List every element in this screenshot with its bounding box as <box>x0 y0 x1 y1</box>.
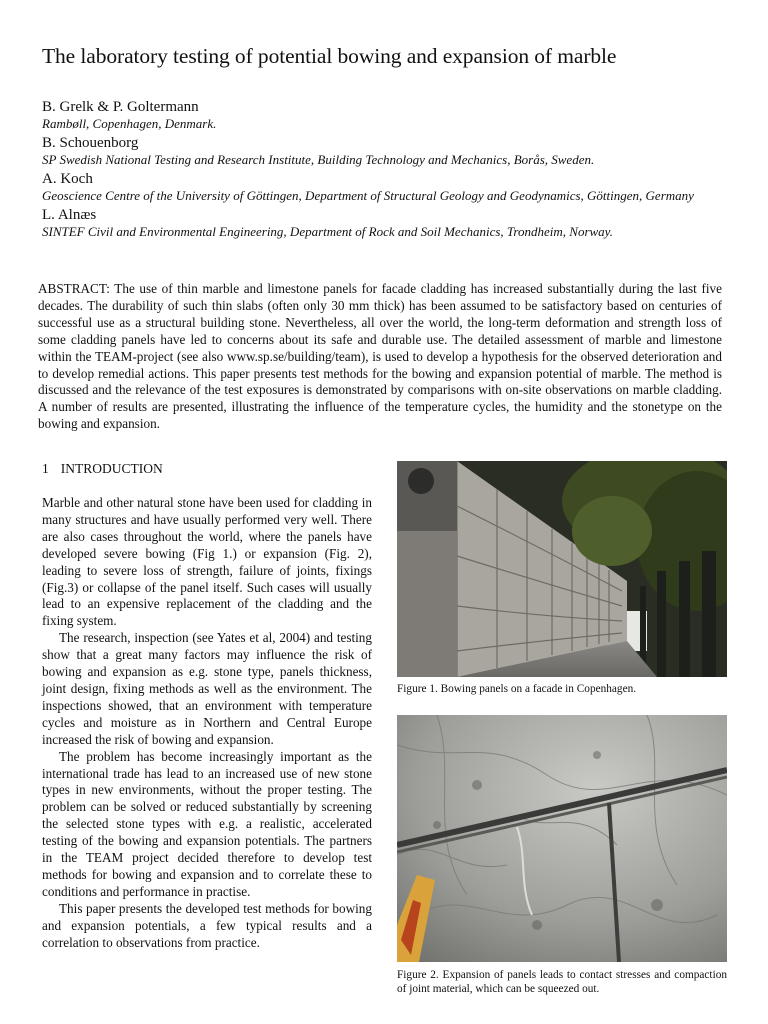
figure-2-caption: Figure 2. Expansion of panels leads to contact stresses and compaction of joint material, which can be squeezed out. <box>397 969 727 995</box>
author-name: A. Koch <box>42 171 93 187</box>
paragraph: This paper presents the developed test methods for bowing and expansion potentials, a few typical results and a correlation to observations from practice. <box>42 900 372 950</box>
author-affiliation: SP Swedish National Testing and Research Institute, Building Technology and Mechanics, Borås, Sweden. <box>42 152 595 167</box>
paragraph: Marble and other natural stone have been used for cladding in many structures and have usually performed very well. There are also cases throughout the world, where the panels have developed severe bowing (Fig 1.) or expansion (Fig. 2), leading to severe loss of strength, failure of joints, fixings (Fig.3) or collapse of the panel itself. Such cases will usually lead to an expensive replacement of the cladding and the fixing system. <box>42 495 372 629</box>
author-name: B. Schouenborg <box>42 135 139 151</box>
figure-1-photo <box>397 461 727 677</box>
author-name: B. Grelk & P. Goltermann <box>42 99 199 115</box>
author-block <box>42 96 732 241</box>
intro-text-column <box>42 495 372 951</box>
author-affiliation: SINTEF Civil and Environmental Engineering, Department of Rock and Soil Mechanics, Trondheim, Norway. <box>42 224 613 239</box>
author-name: L. Alnæs <box>42 207 97 223</box>
section-number: 1 <box>42 461 49 476</box>
abstract: ABSTRACT: The use of thin marble and limestone panels for facade cladding has increased substantially during the last five decades. The durability of such thin slabs (often only 30 mm thick) has been assumed to be satisfactory based on centuries of successful use as a structural building stone. Nevertheless, all over the world, the long-term deformation and strength loss of some cladding panels have led to concerns about its safe and durable use. The detailed assessment of marble and limestone within the TEAM-project (see also www.sp.se/building/team), is used to develop a hypothesis for the observed deterioration and to develop remedial actions. This paper presents test methods for the bowing and expansion potential of marble. The method is discussed and the relevance of the test exposures is demonstrated by comparisons with on-site observations on marble cladding. A number of results are presented, illustrating the influence of the temperature cycles, the humidity and the stonetype on the bowing and expansion. <box>38 281 722 432</box>
author-affiliation: Geoscience Centre of the University of Göttingen, Department of Structural Geology and Geodynamics, Göttingen, Germany <box>42 188 694 203</box>
paragraph: The research, inspection (see Yates et al, 2004) and testing show that a great many factors may influence the risk of bowing and expansion as e.g. stone type, panels thickness, joint design, fixing methods as well as the environment. The inspections showed, that an environment with temperature cycles and moisture as in Northern and Central Europe increased the risk of bowing and expansion. <box>42 630 372 747</box>
section-heading <box>42 461 175 477</box>
paper-title: The laboratory testing of potential bowing and expansion of marble <box>42 44 617 68</box>
paragraph: The problem has become increasingly important as the international trade has lead to an increased use of new stone types in new environments, without the proper testing. The problem can be solved or reduced substantially by screening the selected stone types with e.g. a realistic, accelerated testing of the bowing and expansion potentials. The partners in the TEAM project decided therefore to develop test methods for bowing and expansion and to correlate these to conditions and performance in practise. <box>42 748 372 899</box>
section-title: INTRODUCTION <box>60 461 163 476</box>
author-affiliation: Rambøll, Copenhagen, Denmark. <box>42 116 217 131</box>
figure-1-caption: Figure 1. Bowing panels on a facade in Copenhagen. <box>397 683 637 695</box>
figure-2-photo <box>397 715 727 962</box>
